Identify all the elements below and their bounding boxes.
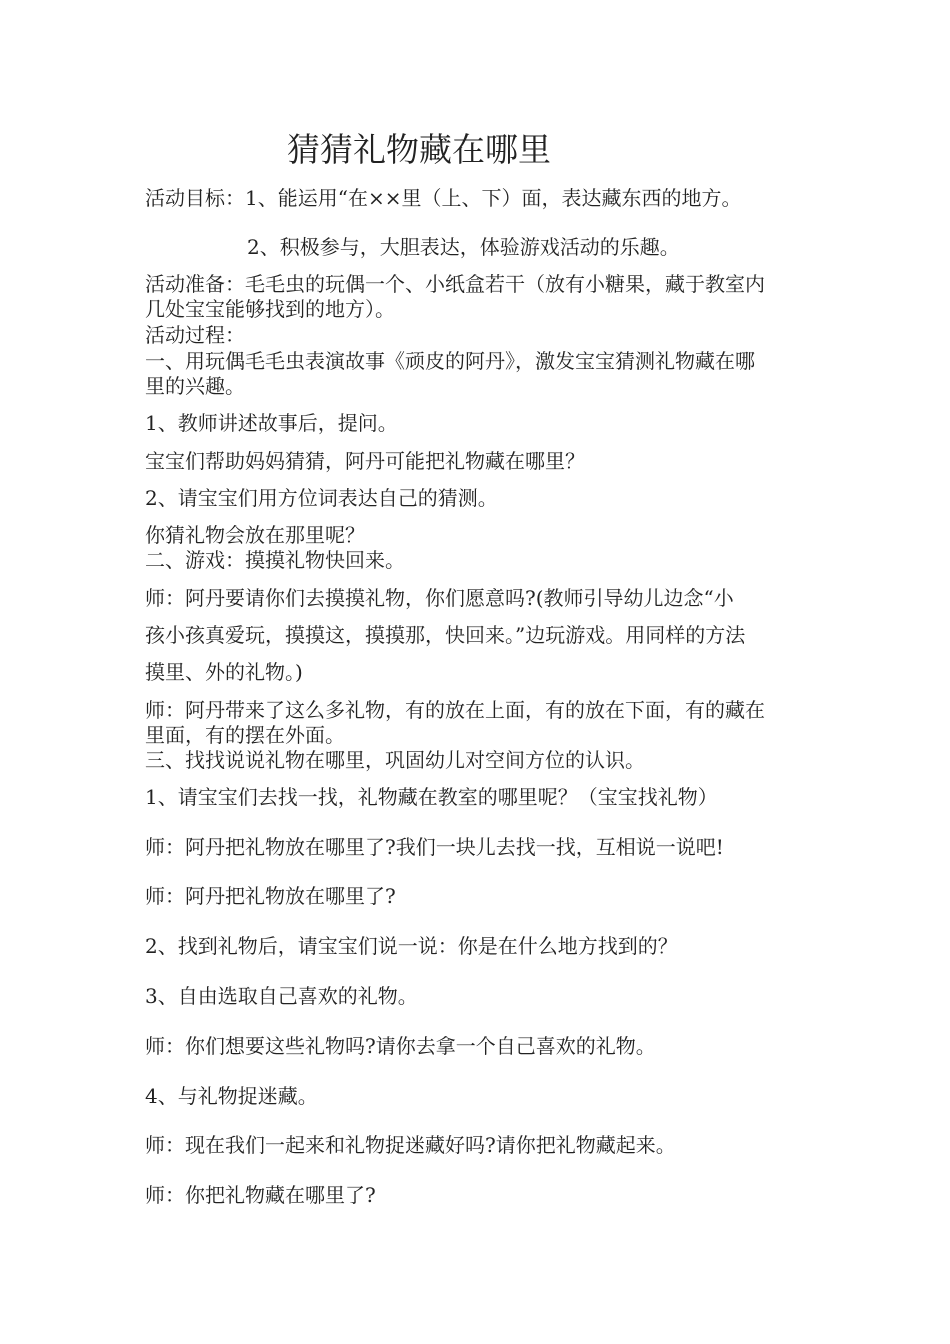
activity-goal-line-1: 活动目标：1、能运用“在××里（上、下）面，表达藏东西的地方。 [145,186,742,210]
section-two-line-1: 师：阿丹要请你们去摸摸礼物，你们愿意吗?(教师引导幼儿边念“小 [145,586,734,610]
step-1-1-question: 宝宝们帮助妈妈猜猜，阿丹可能把礼物藏在哪里？ [145,449,585,473]
step-3-2: 2、找到礼物后，请宝宝们说一说：你是在什么地方找到的？ [145,934,678,958]
step-3-3: 3、自由选取自己喜欢的礼物。 [145,984,418,1008]
step-3-4-teacher-line-2: 师：你把礼物藏在哪里了? [145,1183,376,1207]
section-one-line-1: 一、用玩偶毛毛虫表演故事《顽皮的阿丹》，激发宝宝猜测礼物藏在哪 [145,349,755,373]
step-1-1: 1、教师讲述故事后，提问。 [145,411,398,435]
section-one-line-2: 里的兴趣。 [145,374,245,398]
preparation-line-1: 活动准备：毛毛虫的玩偶一个、小纸盒若干（放有小糖果，藏于教室内 [145,272,765,296]
step-3-1-teacher-line-2: 师：阿丹把礼物放在哪里了? [145,884,396,908]
activity-goal-line-2: 2、积极参与，大胆表达，体验游戏活动的乐趣。 [247,235,680,259]
step-3-4: 4、与礼物捉迷藏。 [145,1084,318,1108]
step-3-1-teacher-line-1: 师：阿丹把礼物放在哪里了?我们一块儿去找一找，互相说一说吧! [145,835,724,859]
section-two-line-4: 师：阿丹带来了这么多礼物，有的放在上面，有的放在下面，有的藏在 [145,698,765,722]
section-three-heading: 三、找找说说礼物在哪里，巩固幼儿对空间方位的认识。 [145,748,645,772]
step-3-3-teacher-line: 师：你们想要这些礼物吗?请你去拿一个自己喜欢的礼物。 [145,1034,656,1058]
step-1-2-question: 你猜礼物会放在那里呢？ [145,523,365,547]
step-1-2: 2、请宝宝们用方位词表达自己的猜测。 [145,486,498,510]
process-heading: 活动过程： [145,323,245,347]
section-two-heading: 二、游戏：摸摸礼物快回来。 [145,548,405,572]
section-two-line-5: 里面，有的摆在外面。 [145,723,345,747]
section-two-line-3: 摸里、外的礼物。) [145,660,303,684]
step-3-1: 1、请宝宝们去找一找，礼物藏在教室的哪里呢？（宝宝找礼物） [145,785,718,809]
section-two-line-2: 孩小孩真爱玩，摸摸这，摸摸那，快回来。”边玩游戏。用同样的方法 [145,623,746,647]
step-3-4-teacher-line-1: 师：现在我们一起来和礼物捉迷藏好吗?请你把礼物藏起来。 [145,1133,676,1157]
page-title: 猜猜礼物藏在哪里 [287,130,551,169]
preparation-line-2: 几处宝宝能够找到的地方）。 [145,297,395,321]
